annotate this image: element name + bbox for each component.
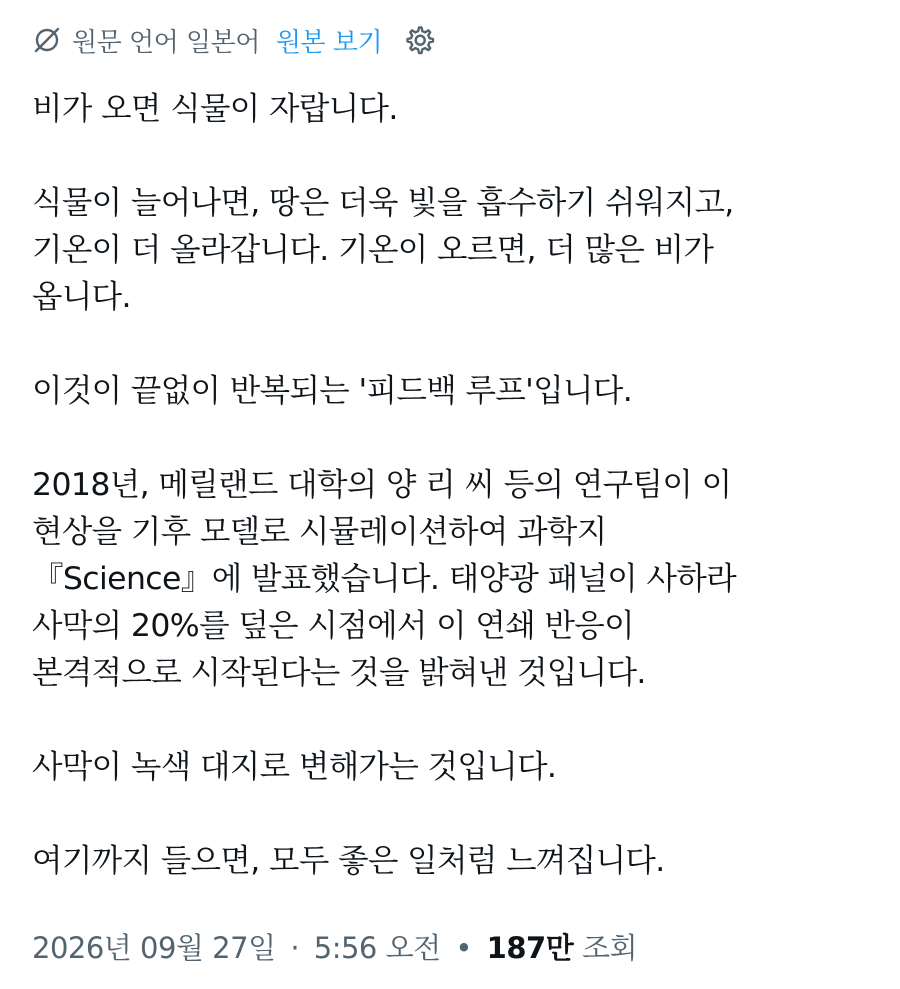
tweet-line: 이것이 끝없이 반복되는 '피드백 루프'입니다.	[32, 373, 633, 409]
tweet-line: 옵니다.	[32, 279, 131, 315]
view-original-link[interactable]: 원본 보기	[275, 27, 383, 58]
translation-bar	[32, 18, 436, 62]
tweet-date[interactable]: 2026년 09월 27일	[32, 931, 276, 965]
tweet-line: 사막의 20%를 덮은 시점에서 이 연쇄 반응이	[32, 608, 634, 644]
meta-separator: •	[455, 931, 472, 965]
views-count[interactable]: 187만	[486, 931, 574, 965]
tweet-time[interactable]: 5:56 오전	[313, 931, 441, 965]
source-language-label: 원문 언어 일본어	[72, 27, 260, 58]
tweet-line: 2018년, 메릴랜드 대학의 양 리 씨 등의 연구팀이 이	[32, 467, 732, 503]
meta-separator: ·	[290, 931, 300, 965]
tweet-line: 기온이 더 올라갑니다. 기온이 오르면, 더 많은 비가	[32, 232, 714, 268]
tweet-line: 사막이 녹색 대지로 변해가는 것입니다.	[32, 749, 557, 785]
tweet-line: 본격적으로 시작된다는 것을 밝혀낸 것입니다.	[32, 655, 646, 691]
tweet-line: 『Science』에 발표했습니다. 태양광 패널이 사하라	[32, 561, 737, 597]
tweet-line: 여기까지 들으면, 모두 좋은 일처럼 느껴집니다.	[32, 843, 665, 879]
tweet-line: 식물이 늘어나면, 땅은 더욱 빛을 흡수하기 쉬워지고,	[32, 185, 734, 221]
tweet-meta	[32, 926, 637, 967]
translate-icon	[32, 25, 62, 55]
views-label: 조회	[581, 931, 637, 965]
tweet-line: 비가 오면 식물이 자랍니다.	[32, 91, 398, 127]
tweet-line: 현상을 기후 모델로 시뮬레이션하여 과학지	[32, 514, 607, 550]
tweet-text	[32, 86, 868, 885]
gear-icon[interactable]	[402, 23, 436, 57]
